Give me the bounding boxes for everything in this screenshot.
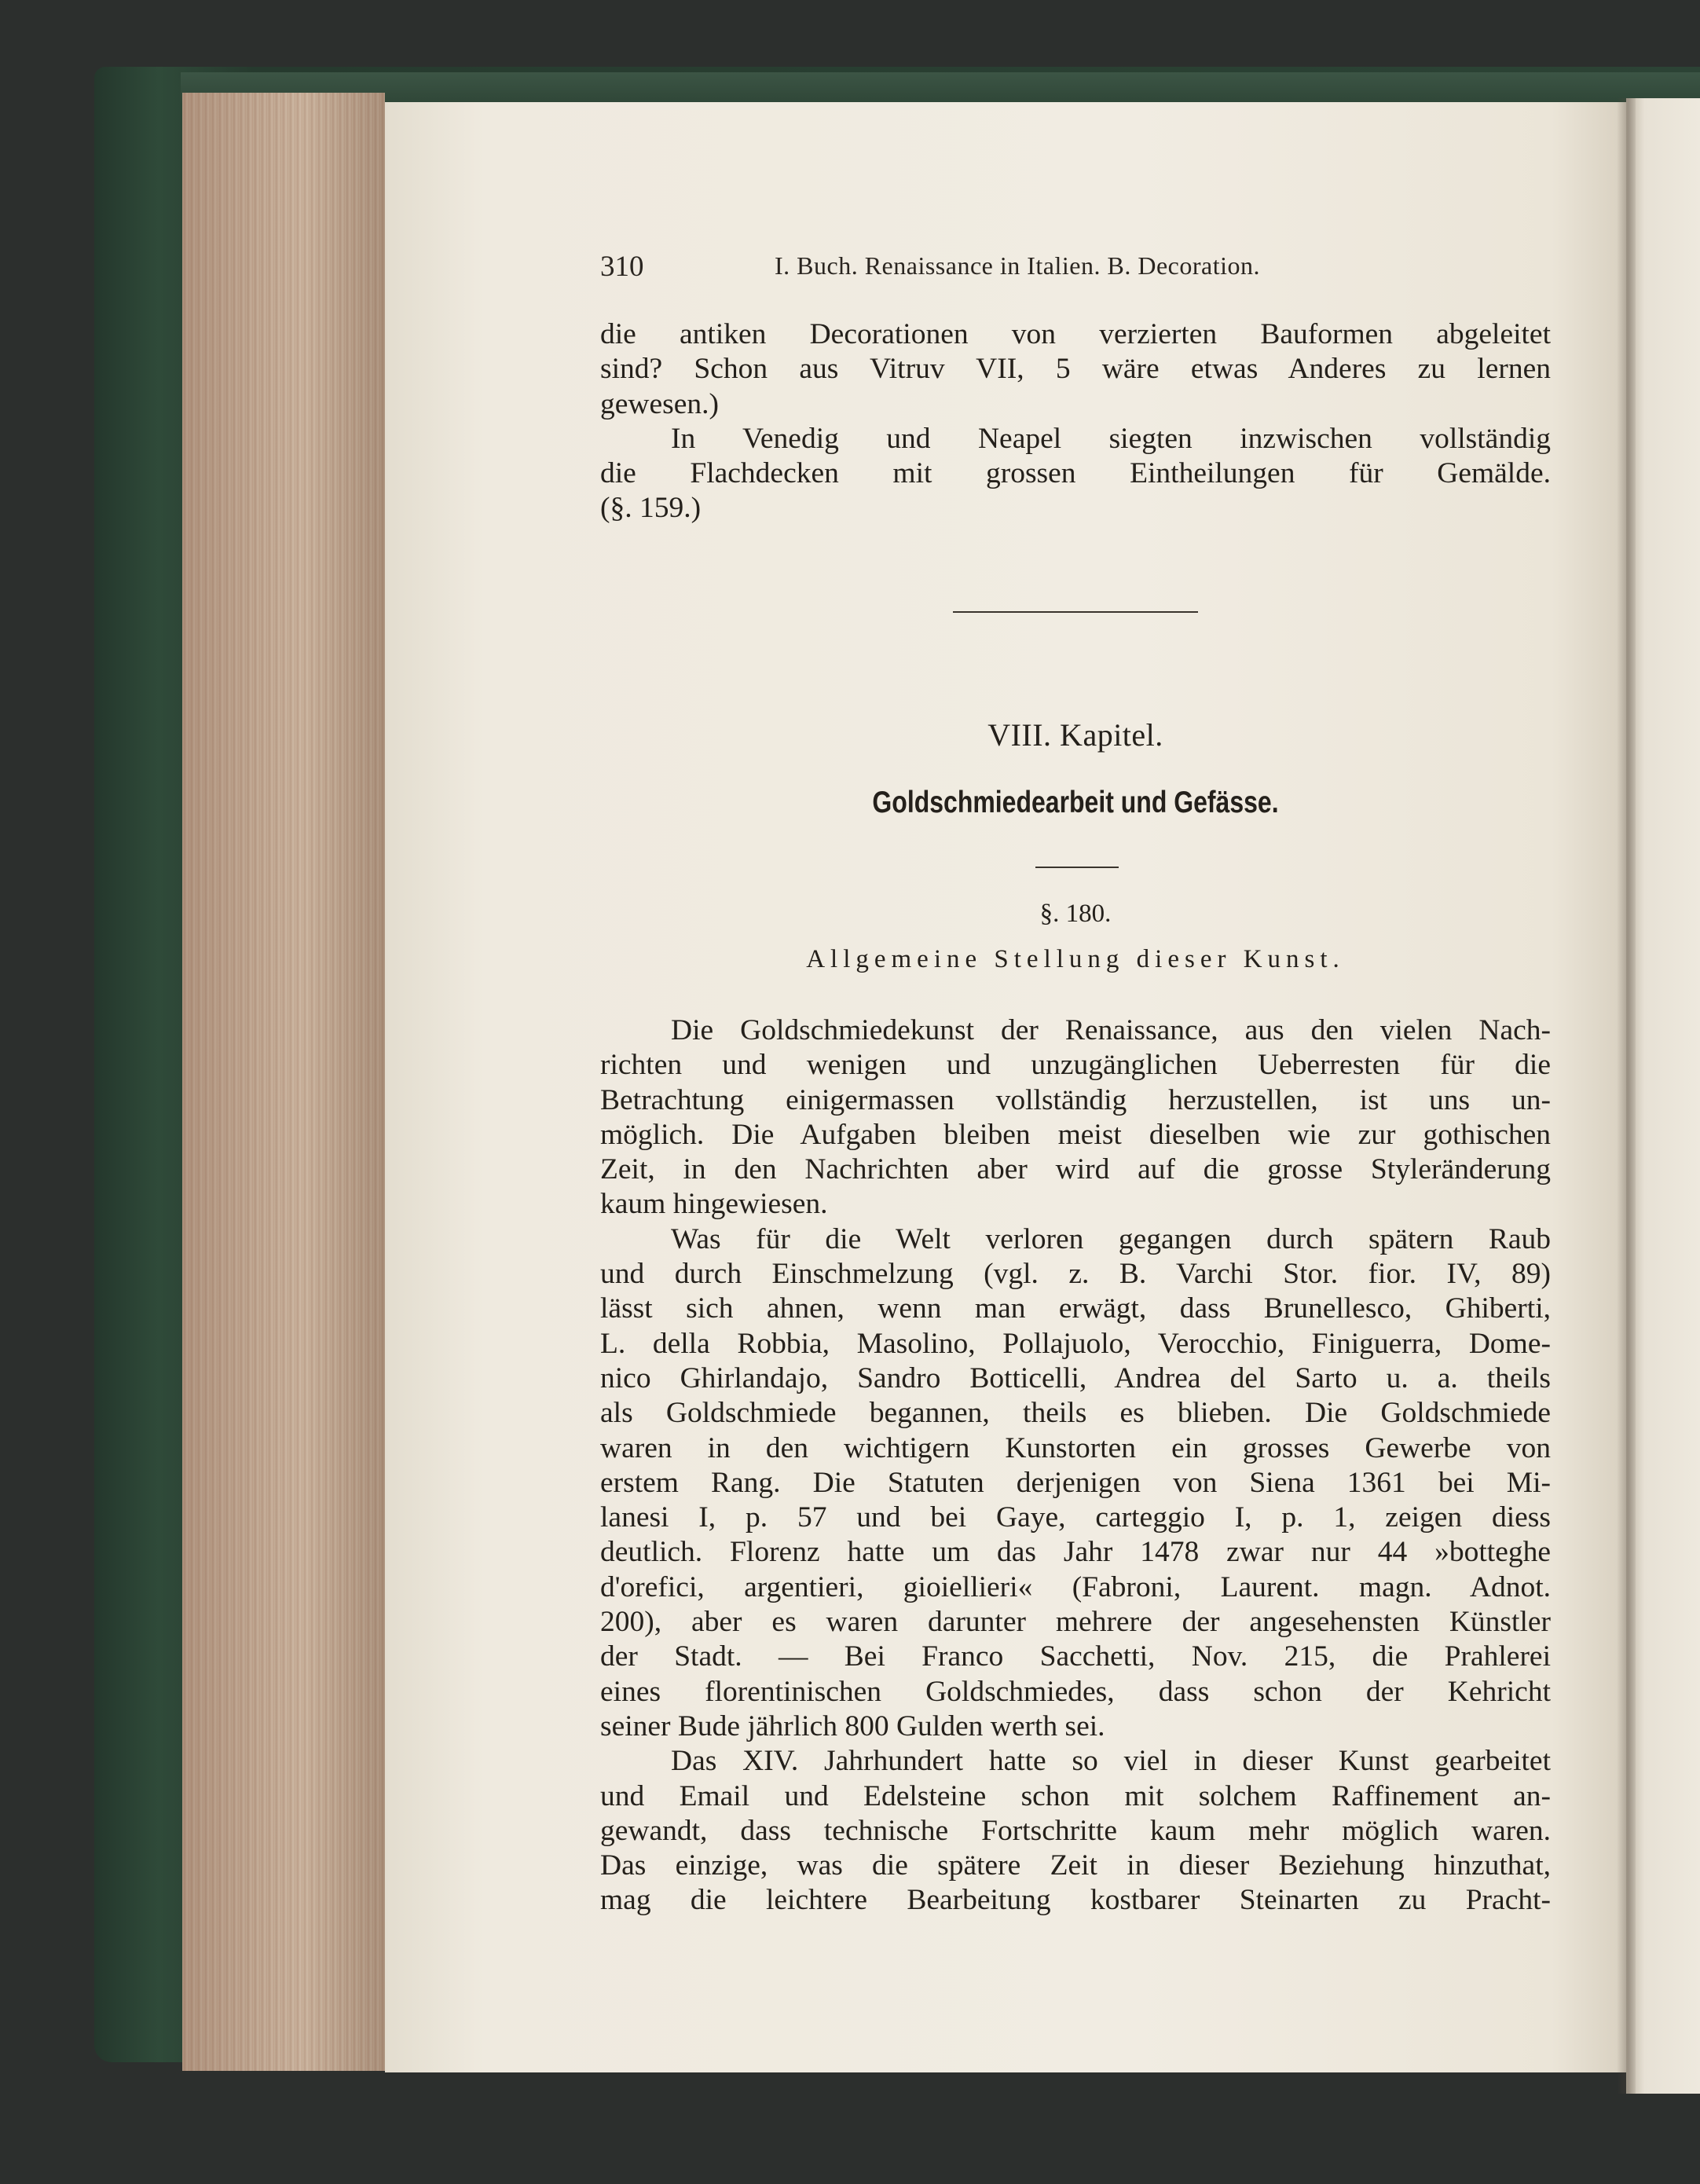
text-line: eines florentinischen Goldschmiedes, dass schon der Kehricht bbox=[600, 1675, 1551, 1708]
text-line: nico Ghirlandajo, Sandro Botticelli, Andrea del Sarto u. a. theils bbox=[600, 1361, 1551, 1394]
text-line: kaum hingewiesen. bbox=[600, 1188, 828, 1221]
text-line: und durch Einschmelzung (vgl. z. B. Varchi Stor. fior. IV, 89) bbox=[600, 1258, 1551, 1291]
text-line: die Flachdecken mit grossen Eintheilungen für Gemälde. bbox=[600, 457, 1551, 490]
section-number: §. 180. bbox=[1039, 900, 1112, 928]
chapter-rule bbox=[1035, 867, 1119, 868]
section-divider-rule bbox=[953, 611, 1198, 613]
text-line: möglich. Die Aufgaben bleiben meist dieselben wie zur gothischen bbox=[600, 1118, 1551, 1151]
text-line: seiner Bude jährlich 800 Gulden werth sei. bbox=[600, 1709, 1105, 1742]
text-line: und Email und Edelsteine schon mit solchem Raffinement an- bbox=[600, 1779, 1551, 1812]
page-number: 310 bbox=[600, 251, 644, 283]
page-header bbox=[600, 250, 1386, 294]
text-line: die antiken Decorationen von verzierten Bauformen abgeleitet bbox=[600, 318, 1551, 350]
text-line: 200), aber es waren darunter mehrere der angesehensten Künstler bbox=[600, 1606, 1551, 1639]
text-line: der Stadt. — Bei Franco Sacchetti, Nov. 215, die Prahlerei bbox=[600, 1640, 1551, 1673]
text-line: gewesen.) bbox=[600, 387, 719, 420]
text-line: waren in den wichtigern Kunstorten ein grosses Gewerbe von bbox=[600, 1431, 1551, 1464]
text-line: richten und wenigen und unzugänglichen Ueberresten für die bbox=[600, 1049, 1551, 1082]
text-line: L. della Robbia, Masolino, Pollajuolo, Verocchio, Finiguerra, Dome- bbox=[600, 1327, 1551, 1360]
text-line: gewandt, dass technische Fortschritte kaum mehr möglich waren. bbox=[600, 1814, 1551, 1847]
page-gutter-shadow bbox=[1617, 98, 1636, 2094]
text-line: Zeit, in den Nachrichten aber wird auf die grosse Styleränderung bbox=[600, 1153, 1551, 1186]
text-line: lässt sich ahnen, wenn man erwägt, dass Brunellesco, Ghiberti, bbox=[600, 1292, 1551, 1325]
page-edges-shade bbox=[182, 93, 385, 2071]
text-line: Die Goldschmiedekunst der Renaissance, aus den vielen Nach- bbox=[671, 1014, 1551, 1046]
text-line: (§. 159.) bbox=[600, 492, 702, 525]
text-line: Das XIV. Jahrhundert hatte so viel in dieser Kunst gearbeitet bbox=[671, 1745, 1551, 1778]
chapter-title: VIII. Kapitel. bbox=[987, 717, 1163, 753]
text-line: Betrachtung einigermassen vollständig herzustellen, ist uns un- bbox=[600, 1083, 1551, 1116]
text-line: sind? Schon aus Vitruv VII, 5 wäre etwas Anderes zu lernen bbox=[600, 353, 1551, 386]
chapter-subtitle: Goldschmiedearbeit und Gefässe. bbox=[872, 786, 1279, 819]
top-paragraphs bbox=[600, 317, 1551, 526]
text-line: erstem Rang. Die Statuten derjenigen von Siena 1361 bei Mi- bbox=[600, 1466, 1551, 1499]
text-line: d'orefici, argentieri, gioiellieri« (Fabroni, Laurent. magn. Adnot. bbox=[600, 1570, 1551, 1603]
text-line: als Goldschmiede begannen, theils es blieben. Die Goldschmiede bbox=[600, 1397, 1551, 1430]
text-line: lanesi I, p. 57 und bei Gaye, carteggio I, p. 1, zeigen diess bbox=[600, 1501, 1551, 1534]
facing-page-edge bbox=[1626, 98, 1700, 2094]
text-line: Was für die Welt verloren gegangen durch spätern Raub bbox=[671, 1222, 1551, 1255]
text-line: Das einzige, was die spätere Zeit in dieser Beziehung hinzuthat, bbox=[600, 1849, 1551, 1882]
running-head: I. Buch. Renaissance in Italien. B. Decoration. bbox=[775, 251, 1260, 280]
text-line: deutlich. Florenz hatte um das Jahr 1478 zwar nur 44 »botteghe bbox=[600, 1536, 1551, 1569]
section-title: Allgemeine Stellung dieser Kunst. bbox=[806, 945, 1345, 973]
text-line: In Venedig und Neapel siegten inzwischen vollständig bbox=[671, 422, 1551, 455]
body-text bbox=[600, 1013, 1551, 1918]
book-cover-top-edge bbox=[181, 72, 1700, 104]
text-line: mag die leichtere Bearbeitung kostbarer Steinarten zu Pracht- bbox=[600, 1884, 1551, 1917]
